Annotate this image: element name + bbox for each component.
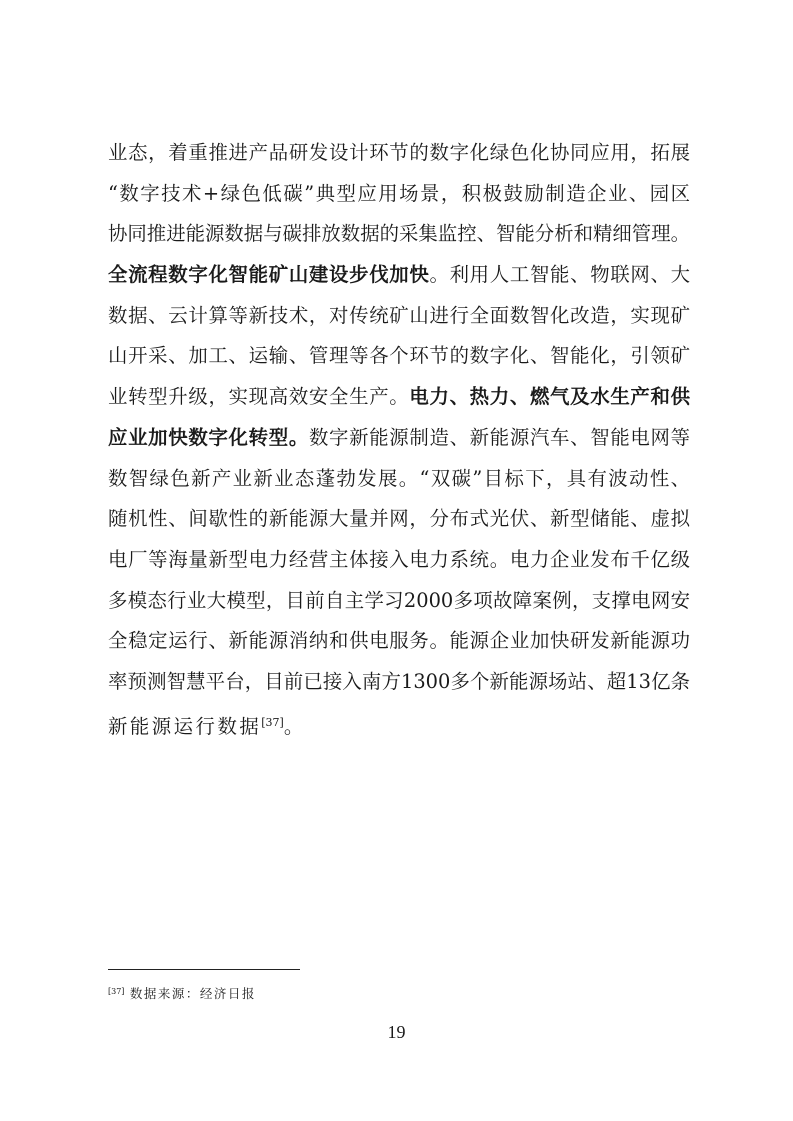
text-run: 业转型升级，实现高效安全生产。 <box>108 385 410 409</box>
text-line: 多模态行业大模型，目前自主学习2000多项故障案例，支撑电网安 <box>108 588 690 612</box>
text-line: 业态，着重推进产品研发设计环节的数字化绿色化协同应用，拓展 <box>108 141 690 164</box>
text-line: 全稳定运行、新能源消纳和供电服务。能源企业加快研发新能源功 <box>108 629 690 653</box>
text-run: 。 <box>283 714 306 738</box>
text-line <box>108 255 690 296</box>
bold-heading: 应业加快数字化转型。 <box>108 425 309 449</box>
body-paragraph <box>108 133 690 743</box>
text-line: 电厂等海量新型电力经营主体接入电力系统。电力企业发布千亿级 <box>108 547 690 571</box>
text-line: 率预测智慧平台，目前已接入南方1300多个新能源场站、超13亿条 <box>108 669 690 693</box>
text-line: 协同推进能源数据与碳排放数据的采集监控、智能分析和精细管理。 <box>108 222 690 246</box>
footnote-marker: [37] <box>108 987 125 996</box>
footnote-divider <box>108 969 300 970</box>
text-line <box>108 377 690 418</box>
text-line: “数字技术+绿色低碳”典型应用场景，积极鼓励制造企业、园区 <box>108 181 690 205</box>
text-line: 山开采、加工、运输、管理等各个环节的数字化、智能化，引领矿 <box>108 344 690 368</box>
bold-heading: 全流程数字化智能矿山建设步伐加快 <box>108 263 430 287</box>
text-line: 数据、云计算等新技术，对传统矿山进行全面数智化改造，实现矿 <box>108 303 690 327</box>
footnote-text: 数据来源：经济日报 <box>129 986 256 1001</box>
text-line <box>108 418 690 459</box>
footnote <box>108 983 256 1003</box>
page-number: 19 <box>387 1022 406 1042</box>
text-line: 随机性、间歇性的新能源大量并网，分布式光伏、新型储能、虚拟 <box>108 507 690 531</box>
text-line: 数智绿色新产业新业态蓬勃发展。“双碳”目标下，具有波动性、 <box>108 466 690 490</box>
text-run: 数字新能源制造、新能源汽车、智能电网等 <box>308 425 691 449</box>
footnote-reference[interactable]: [37] <box>261 715 284 729</box>
bold-heading: 电力、热力、燃气及水生产和供 <box>409 385 691 409</box>
text-line <box>108 703 690 744</box>
text-run: 新能源运行数据 <box>108 714 262 738</box>
text-run: 。利用人工智能、物联网、大 <box>429 263 691 287</box>
